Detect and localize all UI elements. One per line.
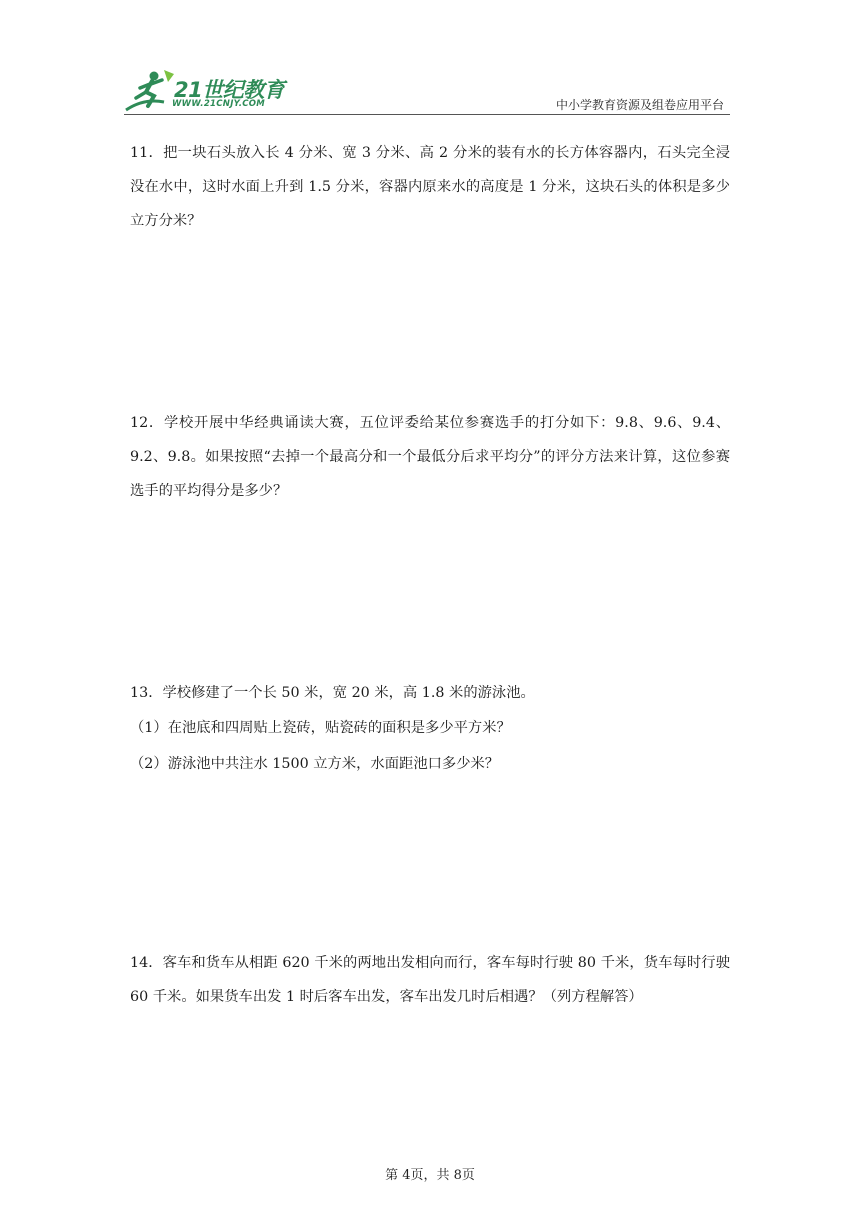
question-13-part-2: （2）游泳池中共注水 1500 立方米，水面距池口多少米？: [130, 756, 500, 772]
platform-name: 中小学教育资源及组卷应用平台: [555, 98, 724, 112]
header-divider: [124, 114, 730, 115]
page-header: [124, 66, 730, 116]
logo-text: 21世纪教育: [174, 78, 285, 102]
question-11-text: 11．把一块石头放入长 4 分米、宽 3 分米、高 2 分米的装有水的长方体容器内，石头完全浸没在水中，这时水面上升到 1.5 分米，容器内原来水的高度是 1 分米，这块石头的体积是多少立方分米？: [130, 145, 730, 229]
question-13: [130, 676, 730, 782]
question-12-text: 12．学校开展中华经典诵读大赛，五位评委给某位参赛选手的打分如下：9.8、9.6、9.4、9.2、9.8。如果按照“去掉一个最高分和一个最低分后求平均分”的评分方法来计算，这位参赛选手的平均得分是多少？: [130, 415, 730, 499]
page-footer: 第 4页，共 8页: [385, 1168, 475, 1183]
logo: [124, 66, 294, 114]
question-12: [130, 406, 730, 508]
question-13-part-1: （1）在池底和四周贴上瓷砖，贴瓷砖的面积是多少平方米？: [130, 720, 511, 736]
question-13-text: 13．学校修建了一个长 50 米，宽 20 米，高 1.8 米的游泳池。: [130, 685, 535, 701]
question-14-text: 14．客车和货车从相距 620 千米的两地出发相向而行，客车每时行驶 80 千米，货车每时行驶 60 千米。如果货车出发 1 时后客车出发，客车出发几时后相遇？（列方程解答）: [130, 955, 730, 1005]
logo-url: WWW.21CNJY.COM: [172, 99, 266, 109]
question-14: [130, 946, 730, 1014]
runner-logo-icon: [124, 68, 176, 114]
question-11: [130, 136, 730, 238]
